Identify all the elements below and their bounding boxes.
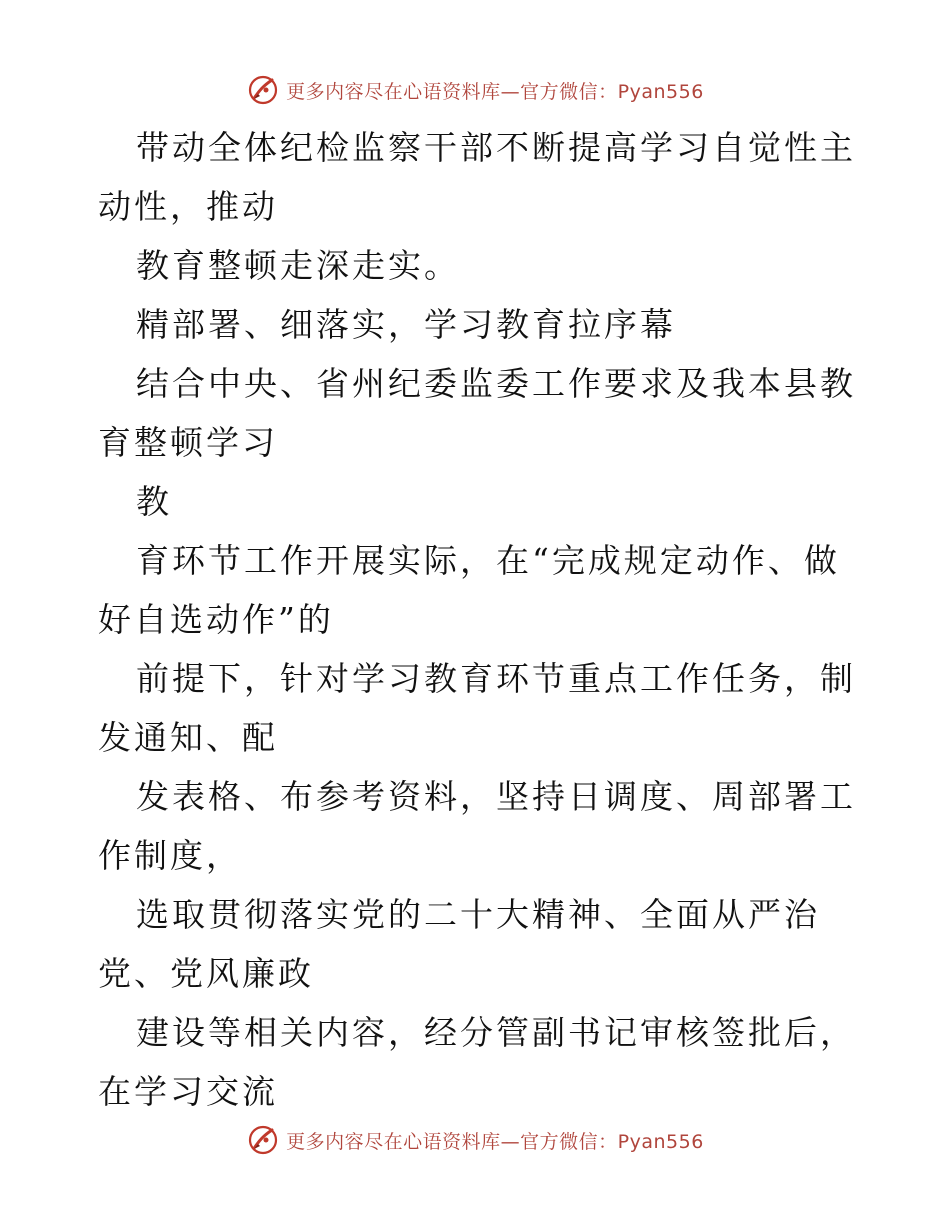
pen-brush-icon (246, 1123, 280, 1157)
footer-banner (0, 1120, 950, 1160)
pen-brush-icon (246, 73, 280, 107)
paragraph: 育环节工作开展实际，在“完成规定动作、做好自选动作”的 (98, 541, 840, 639)
header-text: 更多内容尽在心语资料库—官方微信：Pyan556 (286, 80, 704, 103)
header-banner (0, 70, 950, 110)
paragraph: 选取贯彻落实党的二十大精神、全面从严治党、党风廉政 (98, 895, 820, 993)
paragraph: 发表格、布参考资料，坚持日调度、周部署工作制度， (98, 777, 856, 875)
paragraph: 前提下，针对学习教育环节重点工作任务，制发通知、配 (98, 659, 856, 757)
paragraph: 建设等相关内容，经分管副书记审核签批后，在学习交流 (98, 1013, 856, 1111)
document-body (98, 118, 858, 1121)
paragraph: 教育整顿走深走实。 (136, 246, 460, 285)
paragraph: 结合中央、省州纪委监委工作要求及我本县教育整顿学习 (98, 364, 856, 462)
paragraph: 精部署、细落实，学习教育拉序幕 (136, 305, 676, 344)
paragraph: 教 (136, 482, 172, 521)
footer-text: 更多内容尽在心语资料库—官方微信：Pyan556 (286, 1130, 704, 1153)
paragraph: 带动全体纪检监察干部不断提高学习自觉性主动性，推动 (98, 128, 856, 226)
